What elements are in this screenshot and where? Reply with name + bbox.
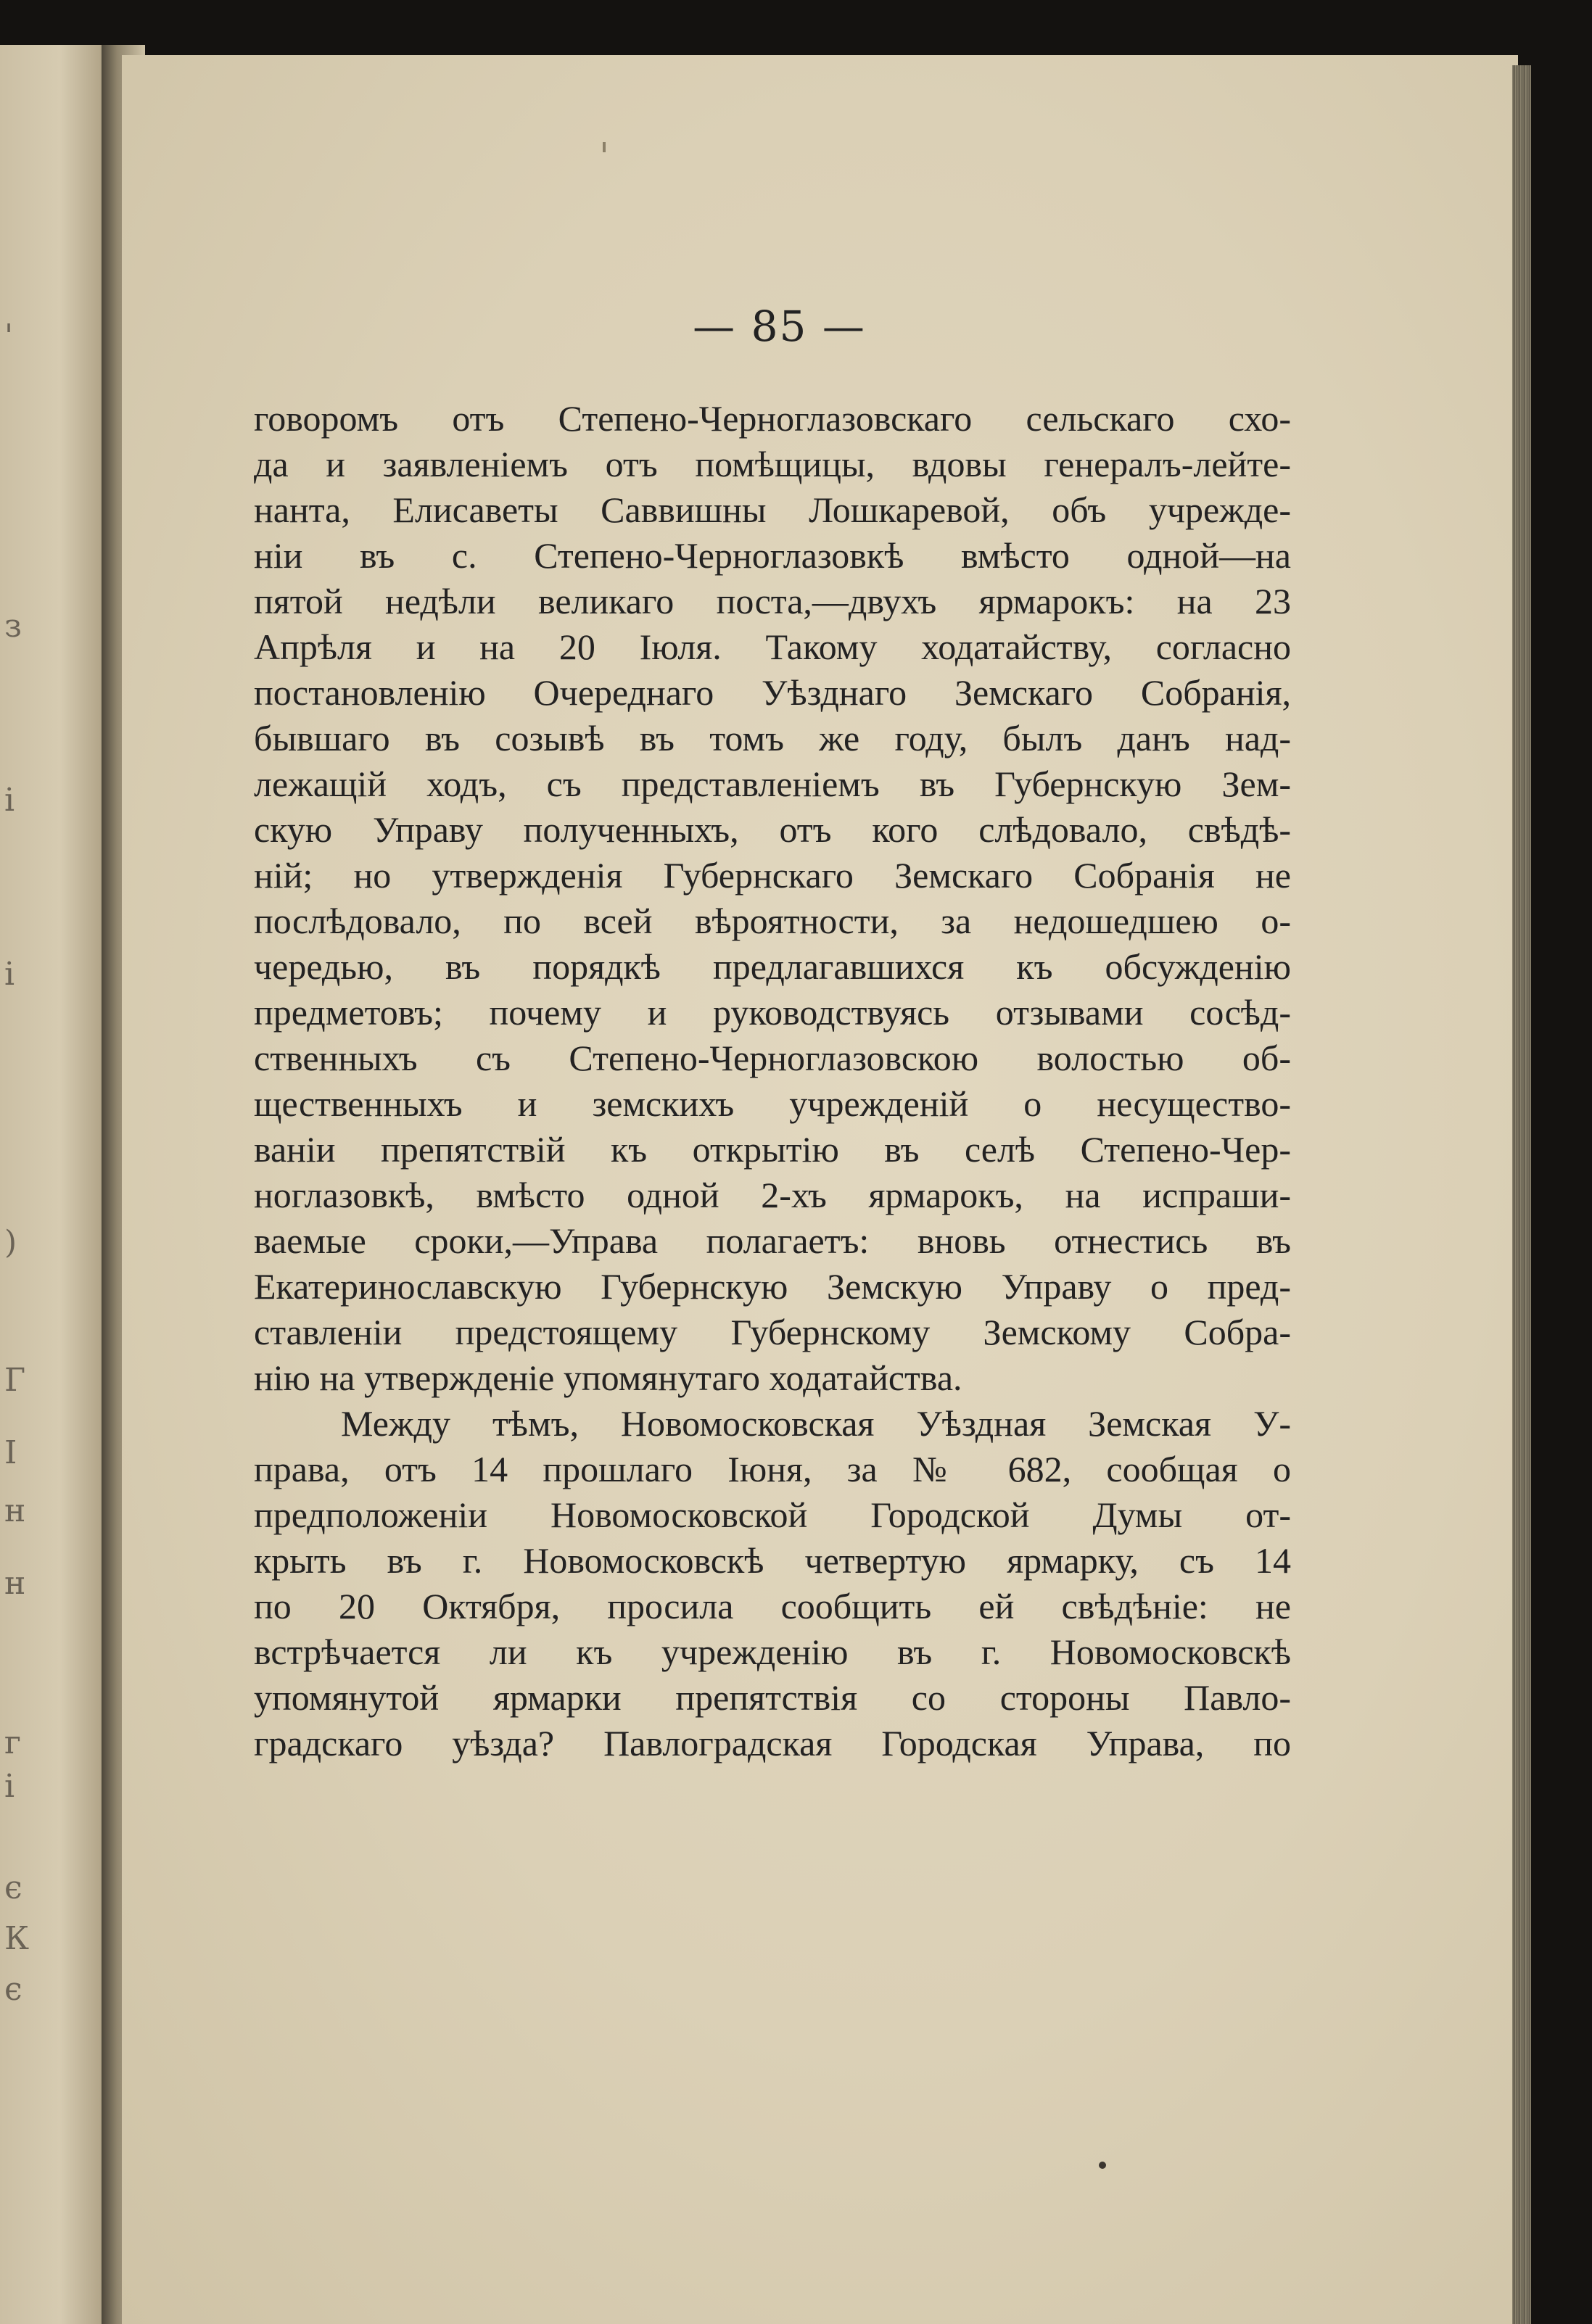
- fragment: К: [4, 1920, 30, 1957]
- fragment: Г: [4, 1362, 26, 1399]
- fragment: є: [4, 1869, 22, 1906]
- text-line: послѣдовало, по всей вѣроятности, за недошедшею о-: [254, 901, 1291, 941]
- page-number: — 85 —: [693, 302, 866, 351]
- text-line: предметовъ; почему и руководствуясь отзывами сосѣд-: [254, 992, 1291, 1033]
- text-line: постановленію Очереднаго Уѣзднаго Земскаго Собранія,: [254, 672, 1291, 713]
- fragment: і: [4, 956, 15, 993]
- text-line: лежащій ходъ, съ представленіемъ въ Губернскую Зем-: [254, 764, 1291, 804]
- text-line: нію на утвержденіе упомянутаго ходатайства.: [254, 1357, 962, 1398]
- text-line: ственныхъ съ Степено-Черноглазовскою волостью об-: [254, 1038, 1291, 1078]
- paper-mark: [603, 142, 606, 152]
- fragment: ': [4, 318, 14, 355]
- text-line: говоромъ отъ Степено-Черноглазовскаго сельскаго схо-: [254, 398, 1291, 439]
- text-line: чередью, въ порядкѣ предлагавшихся къ обсужденію: [254, 946, 1291, 987]
- page-block-edges: [1512, 65, 1531, 2324]
- fragment: і: [4, 782, 15, 819]
- body-text: [254, 396, 1291, 1766]
- text-line: ваніи препятствій къ открытію въ селѣ Степено-Чер-: [254, 1129, 1291, 1170]
- book-page: [122, 55, 1518, 2324]
- text-line: пятой недѣли великаго поста,—двухъ ярмарокъ: на 23: [254, 581, 1291, 621]
- fragment: н: [4, 1492, 26, 1529]
- text-line: скую Управу полученныхъ, отъ кого слѣдовало, свѣдѣ-: [254, 809, 1291, 850]
- fragment: і: [4, 1768, 15, 1805]
- text-line: встрѣчается ли къ учрежденію въ г. Новомосковскѣ: [254, 1632, 1291, 1672]
- text-line: ніи въ с. Степено-Черноглазовкѣ вмѣсто одной—на: [254, 535, 1291, 576]
- fragment: н: [4, 1565, 26, 1602]
- ink-speck: [1099, 2162, 1106, 2169]
- text-line: Екатеринославскую Губернскую Земскую Управу о пред-: [254, 1266, 1291, 1307]
- text-line: упомянутой ярмарки препятствія со стороны Павло-: [254, 1677, 1291, 1718]
- text-line: предположеніи Новомосковской Городской Думы от-: [254, 1494, 1291, 1535]
- text-line: нанта, Елисаветы Саввишны Лошкаревой, объ учрежде-: [254, 489, 1291, 530]
- text-line: бывшаго въ созывѣ въ томъ же году, былъ данъ над-: [254, 718, 1291, 758]
- fragment: з: [4, 608, 22, 645]
- text-line: ставленіи предстоящему Губернскому Земскому Собра-: [254, 1312, 1291, 1352]
- text-line: градскаго уѣзда? Павлоградская Городская Управа, по: [254, 1723, 1291, 1763]
- text-line: ноглазовкѣ, вмѣсто одной 2-хъ ярмарокъ, на испраши-: [254, 1175, 1291, 1215]
- text-line: да и заявленіемъ отъ помѣщицы, вдовы генералъ-лейте-: [254, 444, 1291, 484]
- text-line: права, отъ 14 прошлаго Іюня, за № 682, сообщая о: [254, 1449, 1291, 1489]
- text-line: ній; но утвержденія Губернскаго Земскаго Собранія не: [254, 855, 1291, 896]
- fragment: ): [4, 1224, 17, 1261]
- fragment: г: [4, 1724, 22, 1761]
- fragment: є: [4, 1971, 22, 2008]
- paragraph-start-line: Между тѣмъ, Новомосковская Уѣздная Земская У-: [341, 1403, 1291, 1444]
- text-line: Апрѣля и на 20 Іюля. Такому ходатайству, согласно: [254, 627, 1291, 667]
- previous-page-edge: [0, 45, 109, 2324]
- text-line: по 20 Октября, просила сообщить ей свѣдѣніе: не: [254, 1586, 1291, 1626]
- fragment: І: [4, 1434, 17, 1471]
- text-line: крыть въ г. Новомосковскѣ четвертую ярмарку, съ 14: [254, 1540, 1291, 1581]
- text-line: щественныхъ и земскихъ учрежденій о несущество-: [254, 1083, 1291, 1124]
- text-line: ваемые сроки,—Управа полагаетъ: вновь отнестись въ: [254, 1220, 1291, 1261]
